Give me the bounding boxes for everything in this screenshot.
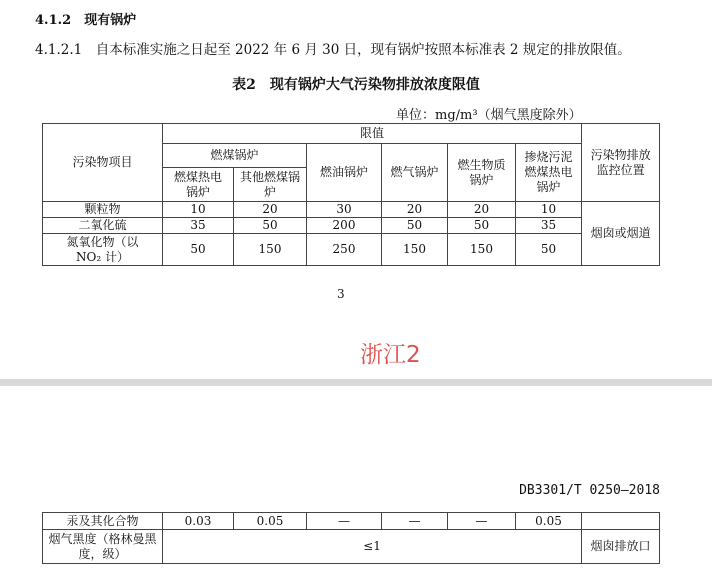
header-sludge-boiler: 掺烧污泥燃煤热电锅炉 <box>516 144 582 202</box>
unit-note: 单位：mg/m³（烟气黑度除外） <box>396 108 582 123</box>
paragraph-4-1-2-1: 4.1.2.1 自本标准实施之日起至 2022 年 6 月 30 日，现有锅炉按照本标准表 2 规定的排放限值。 <box>35 42 631 58</box>
monitor-flue: 烟囱或烟道 <box>582 202 660 266</box>
table-caption: 表2 现有锅炉大气污染物排放浓度限值 <box>232 77 480 93</box>
cell: 0.03 <box>163 513 234 530</box>
table-row <box>43 234 660 266</box>
cell: 35 <box>163 218 234 234</box>
header-pollutant: 污染物项目 <box>43 124 163 202</box>
cell: 30 <box>307 202 382 218</box>
cell: — <box>448 513 516 530</box>
page-number: 3 <box>337 287 345 301</box>
emission-limits-table <box>42 123 660 266</box>
cell: 50 <box>234 218 307 234</box>
page-separator <box>0 379 712 386</box>
cell: 50 <box>382 218 448 234</box>
header-coal-power: 燃煤热电锅炉 <box>163 168 234 202</box>
table-row <box>43 218 660 234</box>
cell: 50 <box>448 218 516 234</box>
header-coal-other: 其他燃煤锅炉 <box>234 168 307 202</box>
cell: — <box>382 513 448 530</box>
cell: 10 <box>516 202 582 218</box>
row-name: 二氧化硫 <box>43 218 163 234</box>
table-row <box>43 530 660 564</box>
header-coal-boiler: 燃煤锅炉 <box>163 144 307 168</box>
header-monitor-location: 污染物排放监控位置 <box>582 124 660 202</box>
section-heading: 4.1.2 现有锅炉 <box>35 13 137 28</box>
cell: 150 <box>234 234 307 266</box>
row-name: 颗粒物 <box>43 202 163 218</box>
cell: 20 <box>382 202 448 218</box>
monitor-cell: 烟囱排放口 <box>582 530 660 564</box>
watermark-text: 浙江2 <box>360 342 421 368</box>
row-name: 氮氧化物（以 NO₂ 计） <box>43 234 163 266</box>
table-row <box>43 202 660 218</box>
row-name: 烟气黑度（格林曼黑度，级） <box>43 530 163 564</box>
cell: 10 <box>163 202 234 218</box>
cell: 20 <box>448 202 516 218</box>
monitor-cell <box>582 513 660 530</box>
cell: 250 <box>307 234 382 266</box>
cell: 50 <box>516 234 582 266</box>
document-number: DB3301/T 0250—2018 <box>519 483 660 498</box>
header-biomass-boiler: 燃生物质锅炉 <box>448 144 516 202</box>
cell: 150 <box>382 234 448 266</box>
cell: 200 <box>307 218 382 234</box>
cell: 0.05 <box>234 513 307 530</box>
cell: 35 <box>516 218 582 234</box>
cell: 50 <box>163 234 234 266</box>
row-name: 汞及其化合物 <box>43 513 163 530</box>
cell: 0.05 <box>516 513 582 530</box>
smoke-limit: ≤1 <box>163 530 582 564</box>
cell: 20 <box>234 202 307 218</box>
cell: — <box>307 513 382 530</box>
cell: 150 <box>448 234 516 266</box>
header-oil-boiler: 燃油锅炉 <box>307 144 382 202</box>
table-row <box>43 513 660 530</box>
header-limit: 限值 <box>163 124 582 144</box>
emission-limits-table-continued <box>42 512 660 564</box>
header-gas-boiler: 燃气锅炉 <box>382 144 448 202</box>
